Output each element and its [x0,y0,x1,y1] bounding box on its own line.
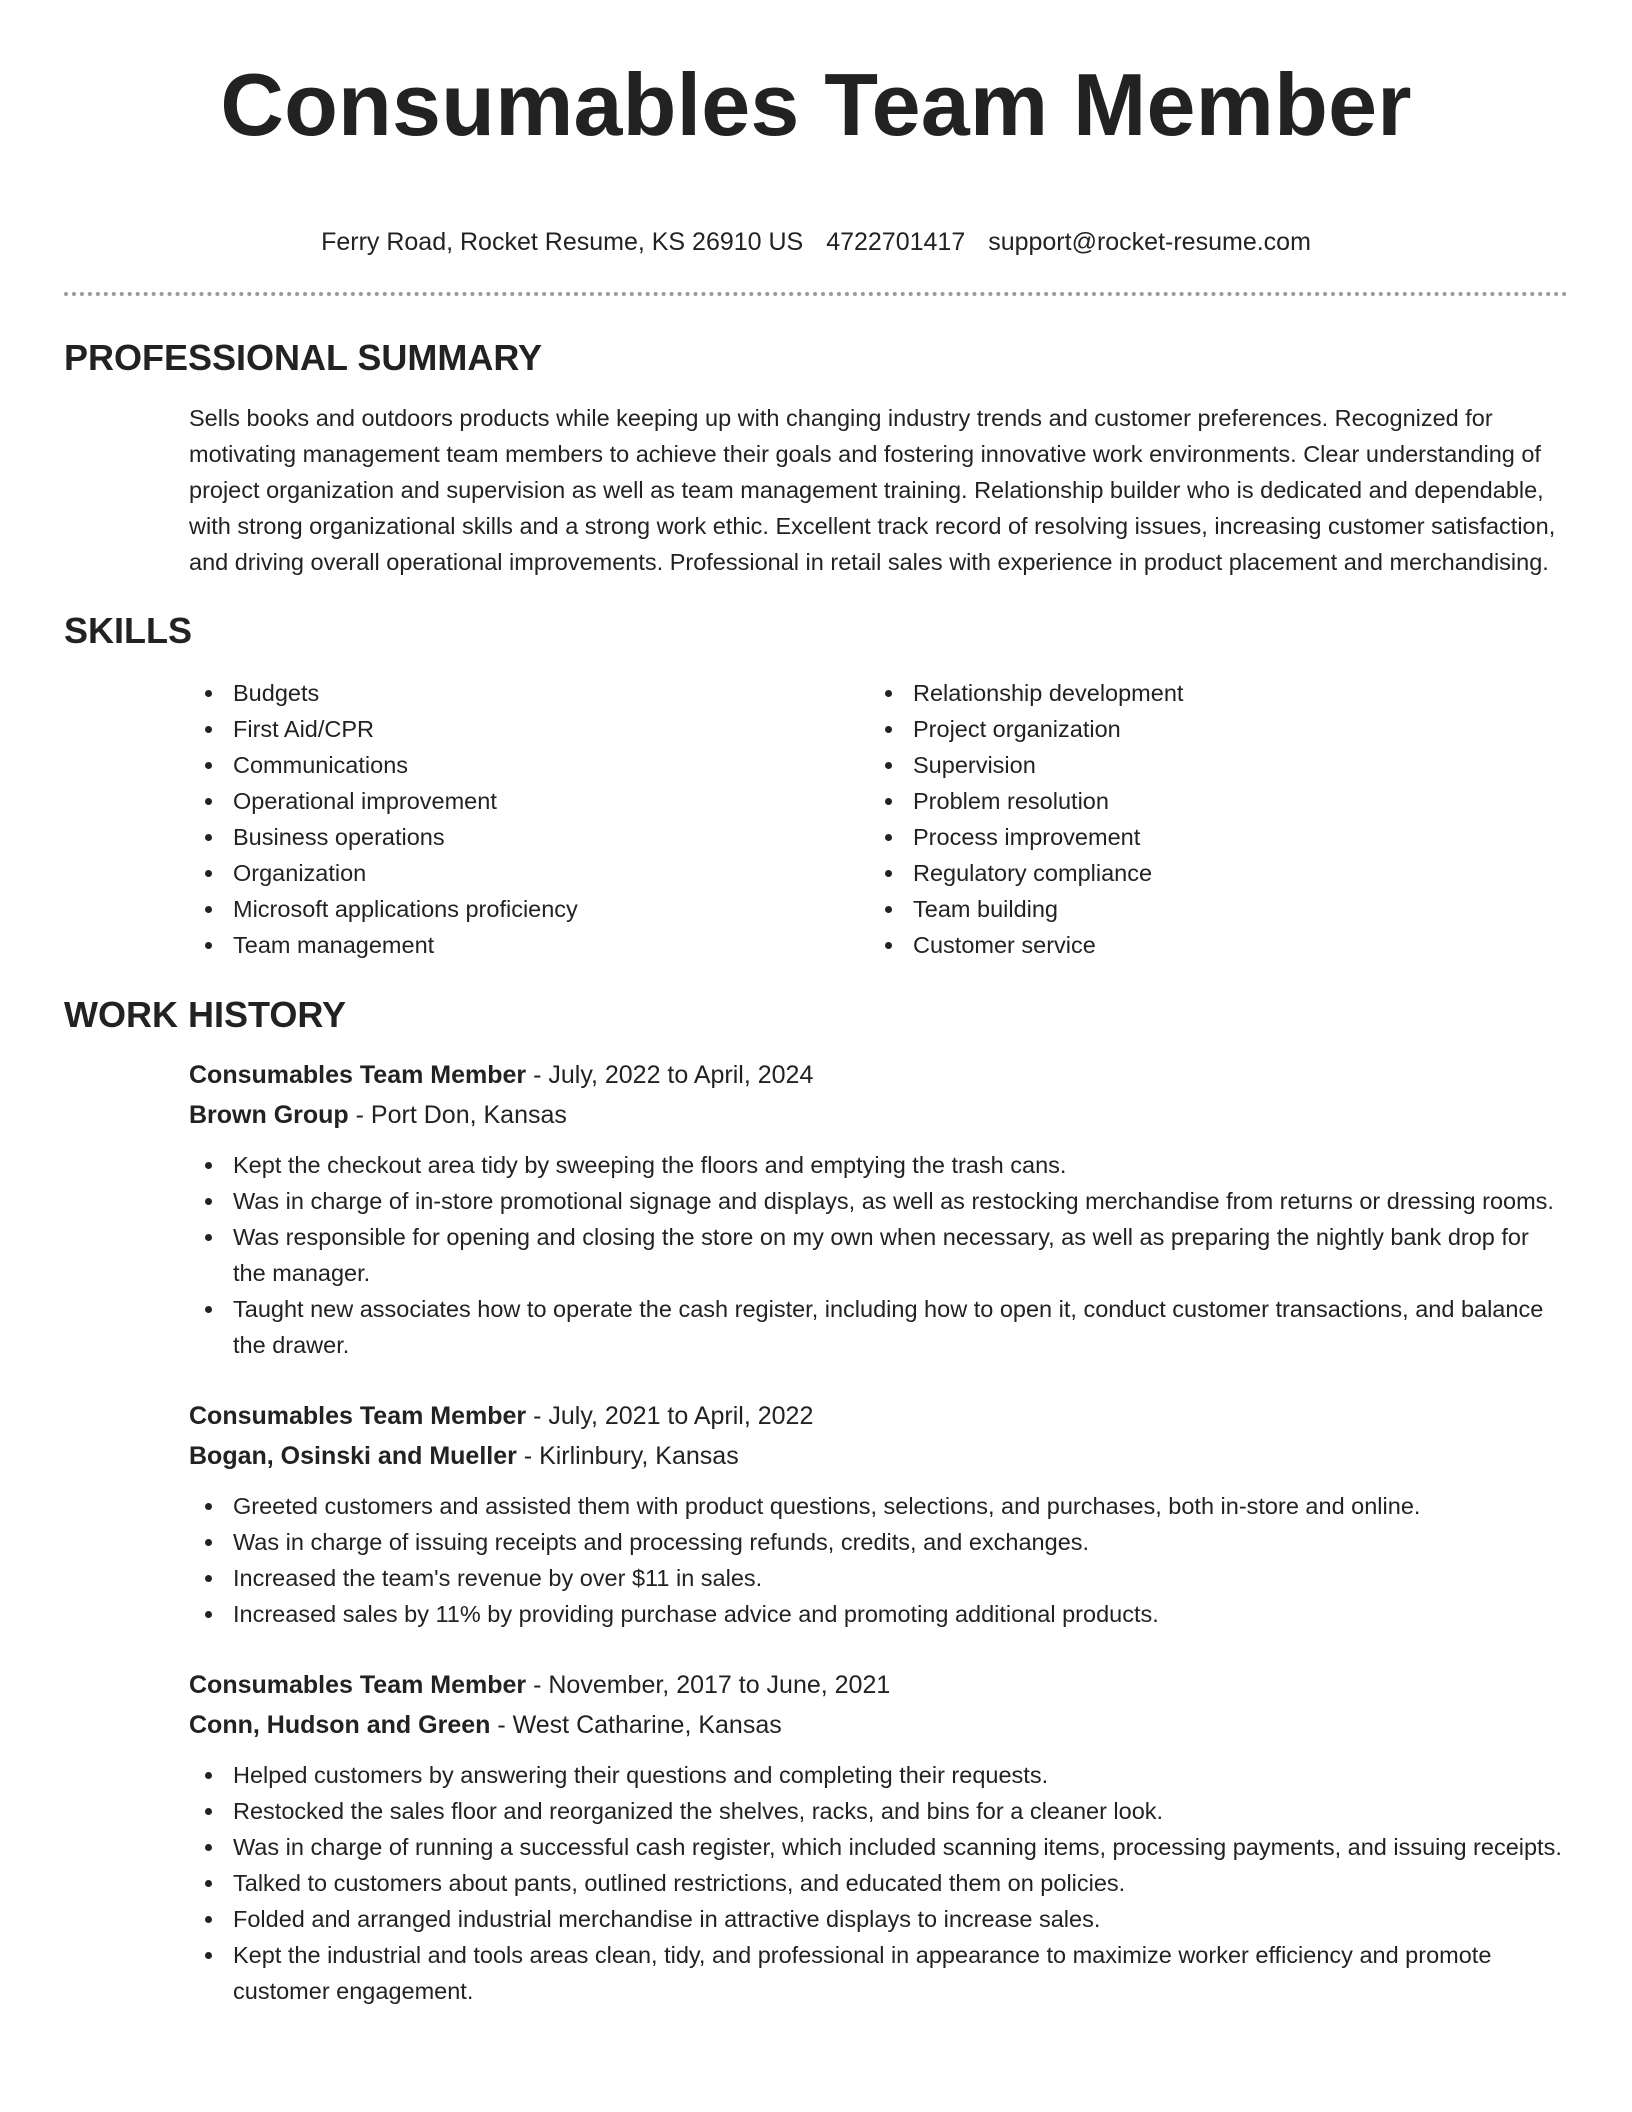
skill-item: Supervision [869,747,1183,783]
header-divider [64,292,1568,296]
section-title-work-history: WORK HISTORY [64,994,347,1035]
skill-item: Business operations [189,819,869,855]
job-title-line [189,1055,1568,1095]
skill-item: Organization [189,855,869,891]
contact-address: Ferry Road, Rocket Resume, KS 26910 US [321,228,804,256]
duty-item: Kept the checkout area tidy by sweeping the floors and emptying the trash cans. [189,1147,1568,1183]
job-dates: - November, 2017 to June, 2021 [526,1671,891,1699]
skill-item: Team building [869,891,1183,927]
job-entry [189,1665,1568,1745]
job-dates: - July, 2021 to April, 2022 [526,1402,814,1430]
skills-list [189,675,1568,963]
job-company-line [189,1436,1568,1476]
duty-item: Taught new associates how to operate the cash register, including how to open it, conduct customer transactions, and balance the drawer. [189,1291,1568,1363]
job-title-line [189,1396,1568,1436]
section-title-summary: PROFESSIONAL SUMMARY [64,337,543,378]
job-location: - West Catharine, Kansas [490,1711,782,1739]
job-location: - Port Don, Kansas [348,1101,567,1129]
job-role: Consumables Team Member [189,1061,527,1089]
job-spacer [64,1632,1568,1665]
skill-item: Operational improvement [189,783,869,819]
skill-item: Process improvement [869,819,1183,855]
duty-item: Increased the team's revenue by over $11 in sales. [189,1560,1568,1596]
contact-phone: 4722701417 [826,228,966,256]
duty-item: Increased sales by 11% by providing purchase advice and promoting additional products. [189,1596,1568,1632]
job-title-line [189,1665,1568,1705]
job-location: - Kirlinbury, Kansas [516,1442,739,1470]
duty-item: Greeted customers and assisted them with product questions, selections, and purchases, both in-store and online. [189,1488,1568,1524]
summary-text: Sells books and outdoors products while keeping up with changing industry trends and customer preferences. Recognized for motivating management team members to achieve their goals and fostering innovative work environments. Clear understanding of project organization and supervision as well as team management training. Relationship builder who is dedicated and dependable, with strong organizational skills and a strong work ethic. Excellent track record of resolving issues, increasing customer satisfaction, and driving overall operational improvements. Professional in retail sales with experience in product placement and merchandising. [189,405,1556,575]
job-duties [189,1147,1568,1363]
skills-column-right [869,675,1183,963]
skill-item: First Aid/CPR [189,711,869,747]
skill-item: Communications [189,747,869,783]
duty-item: Was responsible for opening and closing the store on my own when necessary, as well as preparing the nightly bank drop for the manager. [189,1219,1568,1291]
job-entry [189,1055,1568,1135]
contact-email: support@rocket-resume.com [988,228,1311,256]
duty-item: Kept the industrial and tools areas clean, tidy, and professional in appearance to maximize worker efficiency and promote customer engagement. [189,1937,1568,2009]
job-spacer [64,1363,1568,1396]
duty-item: Was in charge of running a successful cash register, which included scanning items, processing payments, and issuing receipts. [189,1829,1568,1865]
skill-item: Customer service [869,927,1183,963]
duty-item: Was in charge of in-store promotional signage and displays, as well as restocking merchandise from returns or dressing rooms. [189,1183,1568,1219]
job-company-line [189,1095,1568,1135]
job-role: Consumables Team Member [189,1671,527,1699]
skill-item: Budgets [189,675,869,711]
job-duties [189,1488,1568,1632]
skill-item: Problem resolution [869,783,1183,819]
section-title-skills: SKILLS [64,610,193,651]
duty-item: Restocked the sales floor and reorganized the shelves, racks, and bins for a cleaner look. [189,1793,1568,1829]
duty-item: Helped customers by answering their questions and completing their requests. [189,1757,1568,1793]
duty-item: Was in charge of issuing receipts and processing refunds, credits, and exchanges. [189,1524,1568,1560]
skill-item: Team management [189,927,869,963]
skills-column-left [189,675,869,963]
skill-item: Microsoft applications proficiency [189,891,869,927]
duty-item: Talked to customers about pants, outlined restrictions, and educated them on policies. [189,1865,1568,1901]
job-dates: - July, 2022 to April, 2024 [526,1061,814,1089]
skill-item: Project organization [869,711,1183,747]
job-company: Conn, Hudson and Green [189,1711,491,1739]
job-company: Bogan, Osinski and Mueller [189,1442,517,1470]
resume-name: Consumables Team Member [220,55,1412,154]
skill-item: Regulatory compliance [869,855,1183,891]
skill-item: Relationship development [869,675,1183,711]
job-role: Consumables Team Member [189,1402,527,1430]
duty-item: Folded and arranged industrial merchandise in attractive displays to increase sales. [189,1901,1568,1937]
contact-line [64,226,1568,258]
job-company-line [189,1705,1568,1745]
job-entry [189,1396,1568,1476]
job-company: Brown Group [189,1101,349,1129]
job-duties [189,1757,1568,2009]
